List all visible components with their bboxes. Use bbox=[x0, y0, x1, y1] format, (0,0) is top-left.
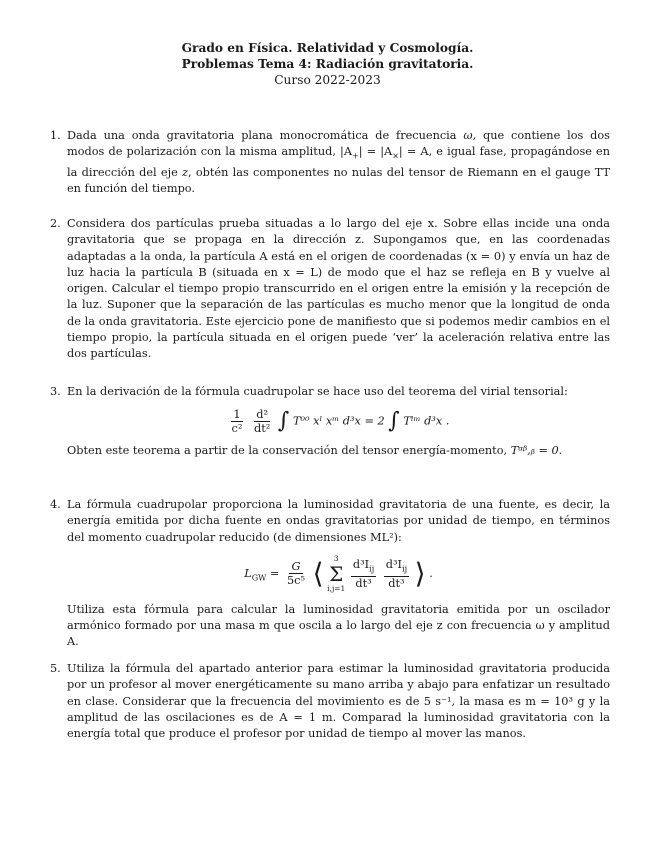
problem-number: 1. bbox=[50, 129, 61, 142]
integrand: T⁰⁰ xˡ xᵐ d³x = 2 bbox=[292, 414, 385, 428]
problem-number: 5. bbox=[50, 662, 61, 675]
problem-number: 3. bbox=[50, 385, 61, 398]
integral-sign: ∫ bbox=[388, 408, 400, 434]
problem-3 bbox=[50, 384, 610, 460]
academic-year: Curso 2022-2023 bbox=[274, 73, 381, 87]
right-angle-bracket: ⟩ bbox=[414, 556, 426, 590]
fraction: $\frac{\text{d²}}{\text{dt²}}$ bbox=[253, 408, 271, 436]
problem-text: Considera dos partículas prueba situadas a lo largo del eje x. Sobre ellas incide una onda gravitatoria que se propaga en la dirección z. Supongamos que, en las coordenadas adaptadas a la onda, la partícula A está en el origen de coordenadas (x = 0) y envía un haz de luz hacia la partícula B (situada en x = L) de modo que el haz se refleja en B y vuelve al origen. Calcular el tiempo propio transcurrido en el origen entre la emisión y la recepción de la luz. Suponer que la separación de las partículas es mucho menor que la longitud de onda de la onda gravitatoria. Este ejercicio pone de manifiesto que si podemos medir cambios en el tiempo propio, la partícula situada en el origen puede ‘ver’ la aceleración relativa entre las dos partículas. bbox=[67, 217, 610, 361]
problem-text: Dada una onda gravitatoria plana monocromática de frecuencia ω, que contiene los dos modos de polarización con la misma amplitud, $|A_+| = |A_\times| = A$, e igual fase, propagándose en la dirección del eje z, obtén las componentes no nulas del tensor de Riemann en el gauge TT en función del tiempo. bbox=[67, 129, 611, 196]
left-angle-bracket: ⟨ bbox=[312, 556, 324, 590]
problem-4 bbox=[50, 497, 610, 651]
virial-theorem-equation bbox=[67, 408, 610, 435]
problem-2 bbox=[50, 216, 610, 363]
problem-number: 2. bbox=[50, 217, 61, 230]
integral-sign: ∫ bbox=[277, 408, 290, 434]
quadrupole-formula: $L_{GW}$ = $\frac{G}{\text{5c⁵}}$ ⟨ 3 Σ i,j=1 $\frac{d^3I_{ij}}{\text{dt³}}$ $\frac{d^3I_{ij}}{\text{dt³}}$ ⟩ . bbox=[244, 553, 433, 593]
problem-text bbox=[67, 497, 610, 651]
fraction: $\frac{d^3I_{ij}}{\text{dt³}}$ bbox=[352, 558, 375, 590]
problem-text: Utiliza la fórmula del apartado anterior para estimar la luminosidad gravitatoria producida por un profesor al mover energéticamente su mano arriba y abajo para enfatizar un resultado en clase. Considerar que la frecuencia del movimiento es de 5 s⁻¹, la masa es m = 10³ g y la amplitud de las oscilaciones es de A = 1 m. Comparad la luminosidad gravitatoria con la energía total que produce el profesor por unidad de tiempo al mover las manos. bbox=[67, 662, 610, 741]
course-title: Grado en Física. Relatividad y Cosmología. bbox=[181, 41, 474, 55]
document-header bbox=[0, 40, 655, 88]
integrand: Tˡᵐ d³x . bbox=[403, 414, 450, 428]
problem-number: 4. bbox=[50, 498, 61, 511]
problem-intro: La fórmula cuadrupolar proporciona la luminosidad gravitatoria de una fuente, es decir, la energía emitida por dicha fuente en ondas gravitatorias por unidad de tiempo, en términos del momento cuadrupolar reducido (de dimensiones ML²): bbox=[67, 498, 610, 544]
fraction: $\frac{G}{\text{5c⁵}}$ bbox=[286, 560, 306, 588]
problem-intro: En la derivación de la fórmula cuadrupolar se hace uso del teorema del virial tensorial: bbox=[67, 385, 568, 398]
problem-set-title: Problemas Tema 4: Radiación gravitatoria. bbox=[181, 57, 474, 71]
fraction: $\frac{d^3I_{ij}}{\text{dt³}}$ bbox=[385, 558, 408, 590]
problem-1 bbox=[50, 128, 610, 197]
fraction: $\frac{1}{\text{c²}}$ bbox=[231, 408, 243, 436]
problem-followup: Utiliza esta fórmula para calcular la luminosidad gravitatoria emitida por un oscilador armónico formado por una masa m que oscila a lo largo del eje z con frecuencia ω y amplitud A. bbox=[67, 602, 610, 649]
summation: 3 Σ i,j=1 bbox=[327, 553, 346, 593]
problem-followup: Obten este teorema a partir de la conservación del tensor energía-momento, Tᵅᵝ,ᵦ = 0. bbox=[67, 444, 563, 458]
problem-text bbox=[67, 384, 610, 460]
problem-5 bbox=[50, 661, 610, 742]
